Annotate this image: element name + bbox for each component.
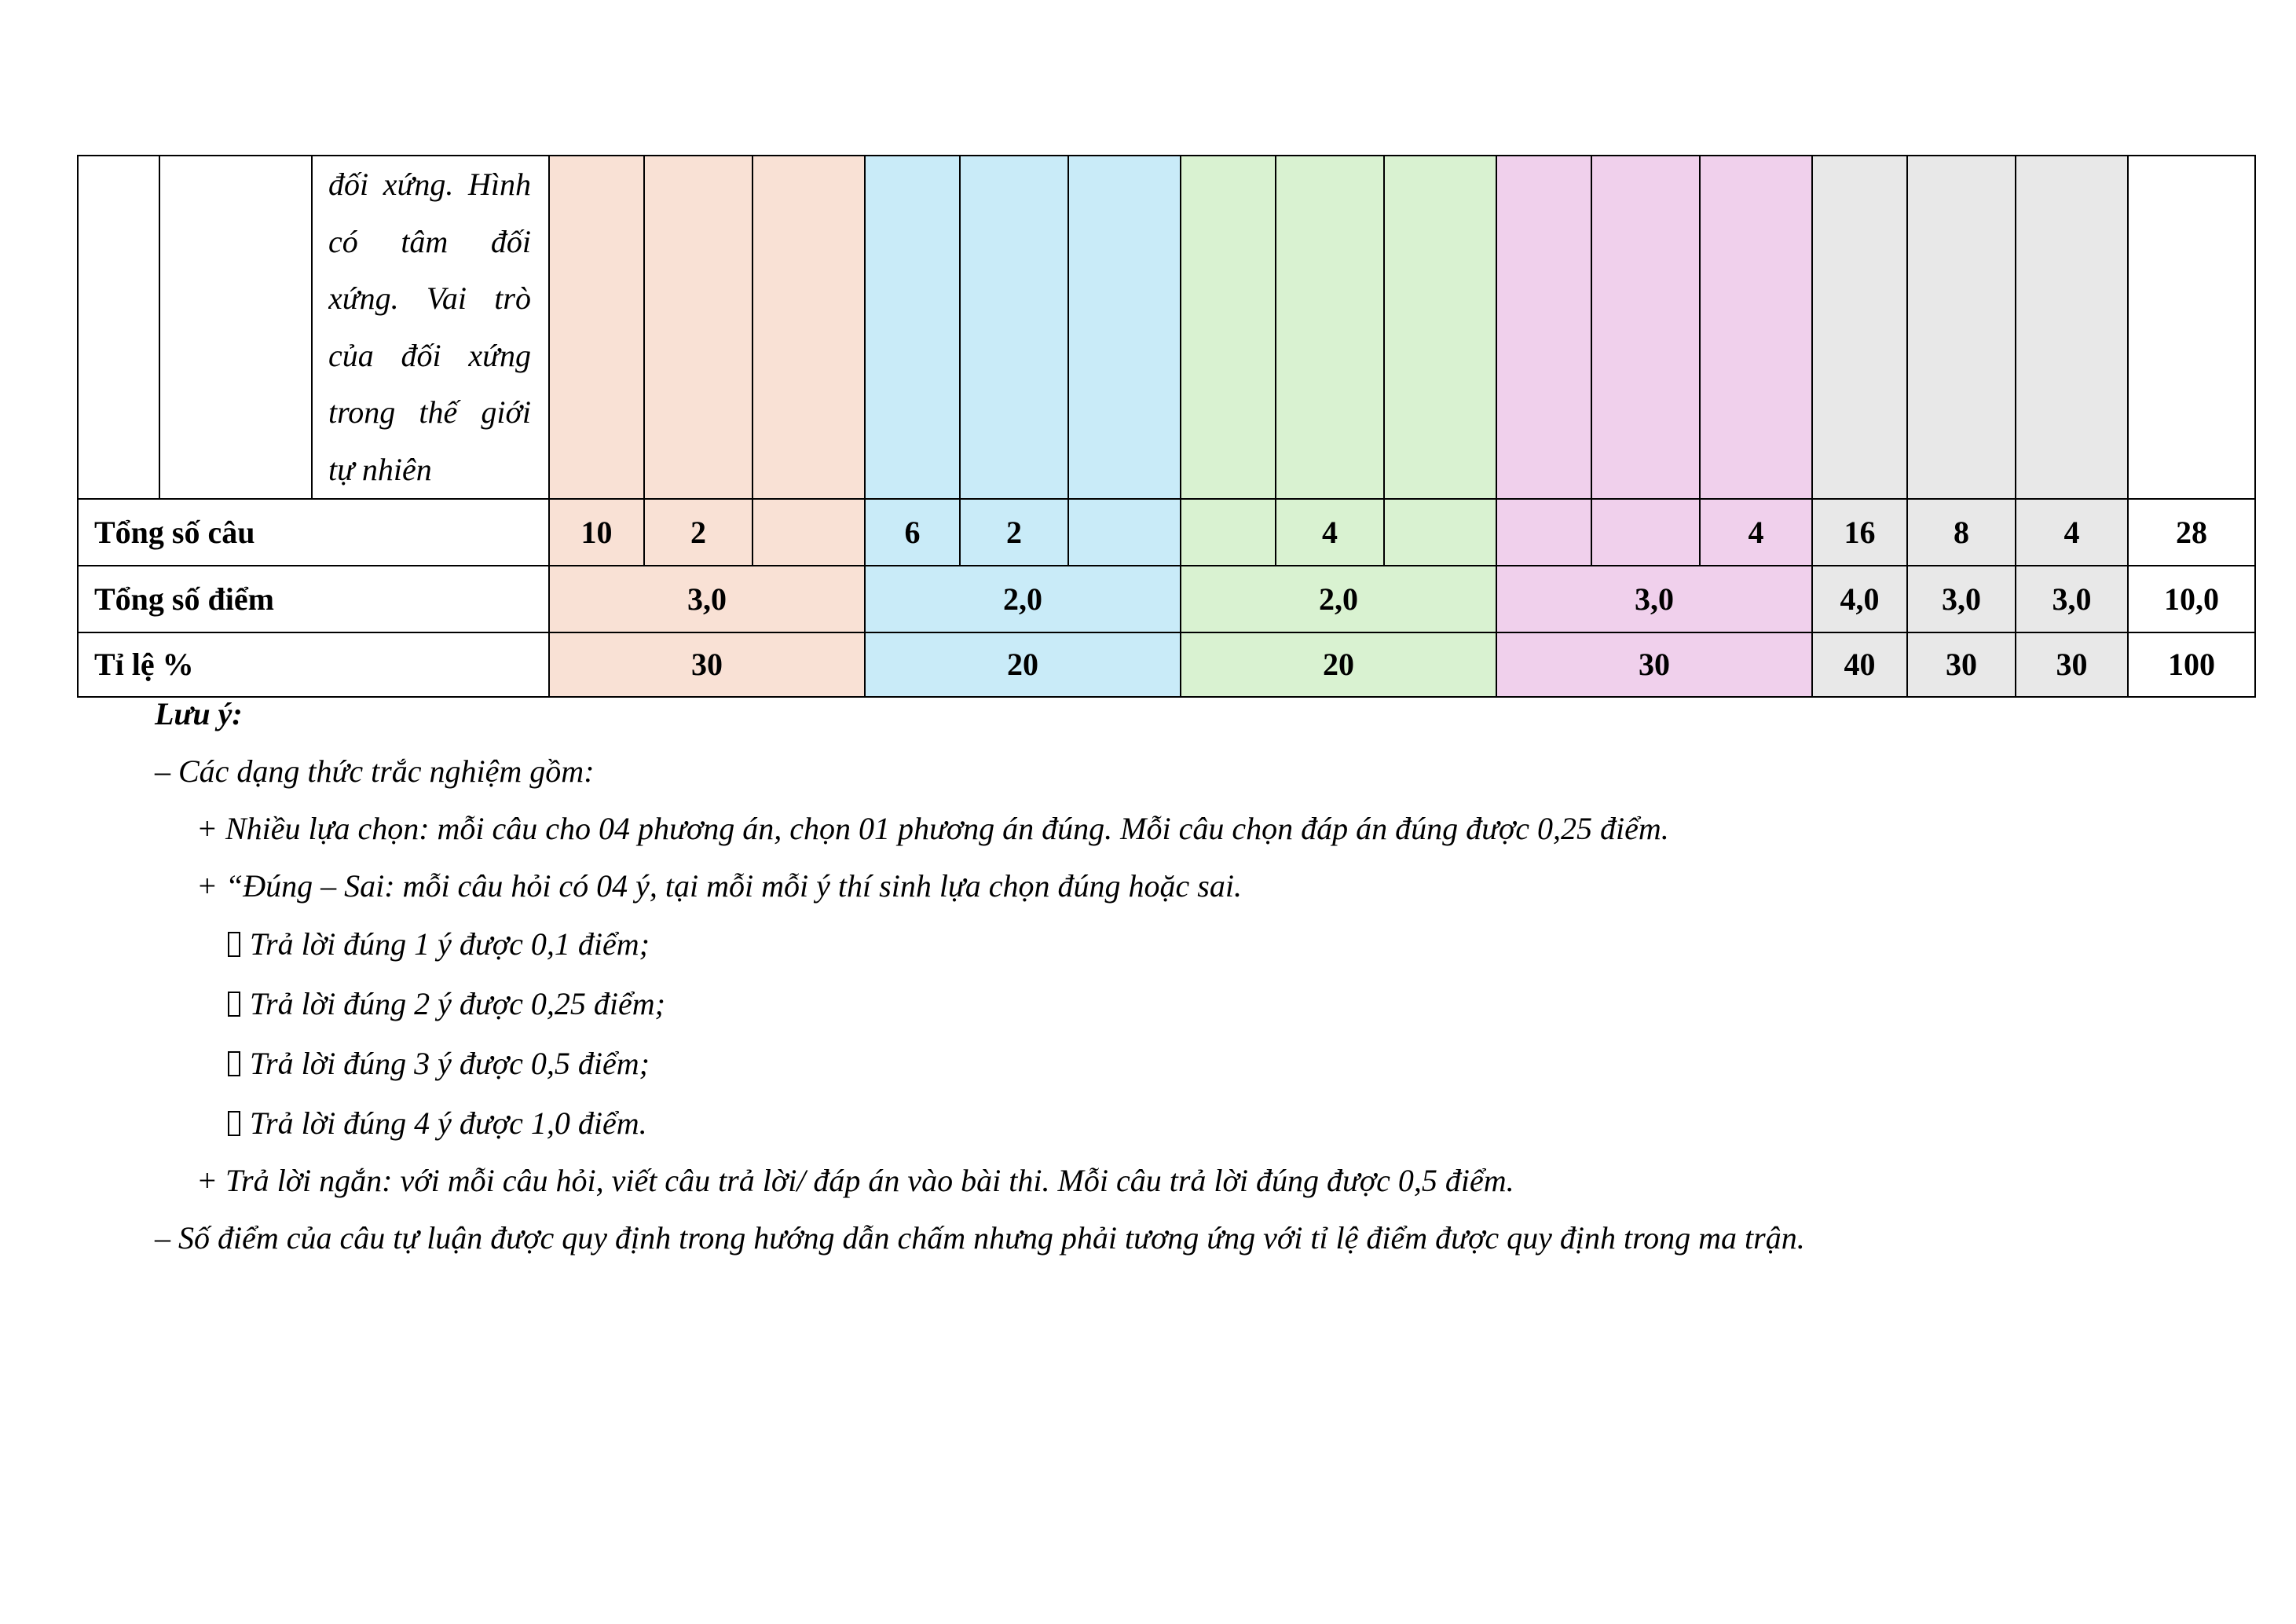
bullet-box-icon [228,992,240,1017]
count-cell: 10 [549,499,644,566]
notes-intro: – Các dạng thức trắc nghiệm gồm: [155,753,595,789]
points-cell: 4,0 [1812,566,1907,632]
count-cell: 4 [1700,499,1812,566]
matrix-cell [960,156,1068,499]
ratio-cell: 30 [1496,632,1812,697]
ratio-label: Tỉ lệ % [78,632,549,697]
topic-content-cell [312,156,549,499]
ratio-cell: 40 [1812,632,1907,697]
ratio-cell: 30 [1907,632,2016,697]
count-cell: 6 [865,499,960,566]
points-cell: 2,0 [1181,566,1496,632]
matrix-cell [1181,156,1276,499]
matrix-cell [753,156,865,499]
bullet-box-icon [228,1051,240,1076]
count-cell: 4 [1276,499,1384,566]
ratio-cell: 20 [1181,632,1496,697]
empty-cell [78,156,159,499]
points-cell: 10,0 [2128,566,2255,632]
count-cell: 28 [2128,499,2255,566]
count-cell: 16 [1812,499,1907,566]
topic-line: đối xứng. Hình [328,167,531,202]
matrix-cell [2016,156,2128,499]
matrix-cell [1496,156,1591,499]
topic-line: của đối xứng [328,337,531,373]
ratio-row [78,632,2255,697]
points-cell: 3,0 [1907,566,2016,632]
total-points-label: Tổng số điểm [78,566,549,632]
count-cell [1181,499,1276,566]
note-scoring-item: Trả lời đúng 3 ý được 0,5 điểm; [228,1045,650,1083]
topic-line: tự nhiên [328,451,432,487]
matrix-cell [1700,156,1812,499]
matrix-cell [1812,156,1907,499]
points-cell: 3,0 [1496,566,1812,632]
bullet-box-icon [228,932,240,957]
total-questions-label: Tổng số câu [78,499,549,566]
matrix-cell [1384,156,1496,499]
assessment-matrix-table [77,155,2256,698]
note-scoring-item: Trả lời đúng 4 ý được 1,0 điểm. [228,1105,647,1142]
total-questions-row [78,499,2255,566]
points-cell: 3,0 [2016,566,2128,632]
matrix-cell [644,156,753,499]
empty-cell [159,156,312,499]
matrix-cell [1907,156,2016,499]
count-cell: 8 [1907,499,2016,566]
notes-title: Lưu ý: [155,696,243,731]
topic-line: trong thế giới [328,394,531,430]
points-cell: 3,0 [549,566,865,632]
matrix-cell [865,156,960,499]
matrix-cell [1276,156,1384,499]
bullet-box-icon [228,1111,240,1136]
note-scoring-item: Trả lời đúng 1 ý được 0,1 điểm; [228,926,650,963]
ratio-cell: 30 [549,632,865,697]
note-short-answer: + Trả lời ngắn: với mỗi câu hỏi, viết câu trả lời/ đáp án vào bài thi. Mỗi câu trả lời đúng được 0,5 điểm. [196,1163,1514,1198]
count-cell: 2 [960,499,1068,566]
topic-line: xứng. Vai trò [328,280,531,316]
topic-row [78,156,2255,499]
matrix-cell [2128,156,2255,499]
ratio-cell: 100 [2128,632,2255,697]
count-cell [1591,499,1700,566]
ratio-cell: 30 [2016,632,2128,697]
points-cell: 2,0 [865,566,1181,632]
note-true-false: + “Đúng – Sai: mỗi câu hỏi có 04 ý, tại mỗi mỗi ý thí sinh lựa chọn đúng hoặc sai. [196,868,1242,904]
note-multiple-choice: + Nhiều lựa chọn: mỗi câu cho 04 phương án, chọn 01 phương án đúng. Mỗi câu chọn đáp án đúng được 0,25 điểm. [196,811,1669,846]
count-cell: 2 [644,499,753,566]
count-cell [1068,499,1181,566]
matrix-cell [1068,156,1181,499]
ratio-cell: 20 [865,632,1181,697]
note-essay: – Số điểm của câu tự luận được quy định trong hướng dẫn chấm nhưng phải tương ứng với tỉ lệ điểm được quy định trong ma trận. [155,1220,1805,1256]
matrix-cell [1591,156,1700,499]
count-cell: 4 [2016,499,2128,566]
count-cell [753,499,865,566]
total-points-row [78,566,2255,632]
note-scoring-item: Trả lời đúng 2 ý được 0,25 điểm; [228,985,665,1023]
count-cell [1384,499,1496,566]
topic-line: có tâm đối [328,223,531,259]
matrix-cell [549,156,644,499]
count-cell [1496,499,1591,566]
